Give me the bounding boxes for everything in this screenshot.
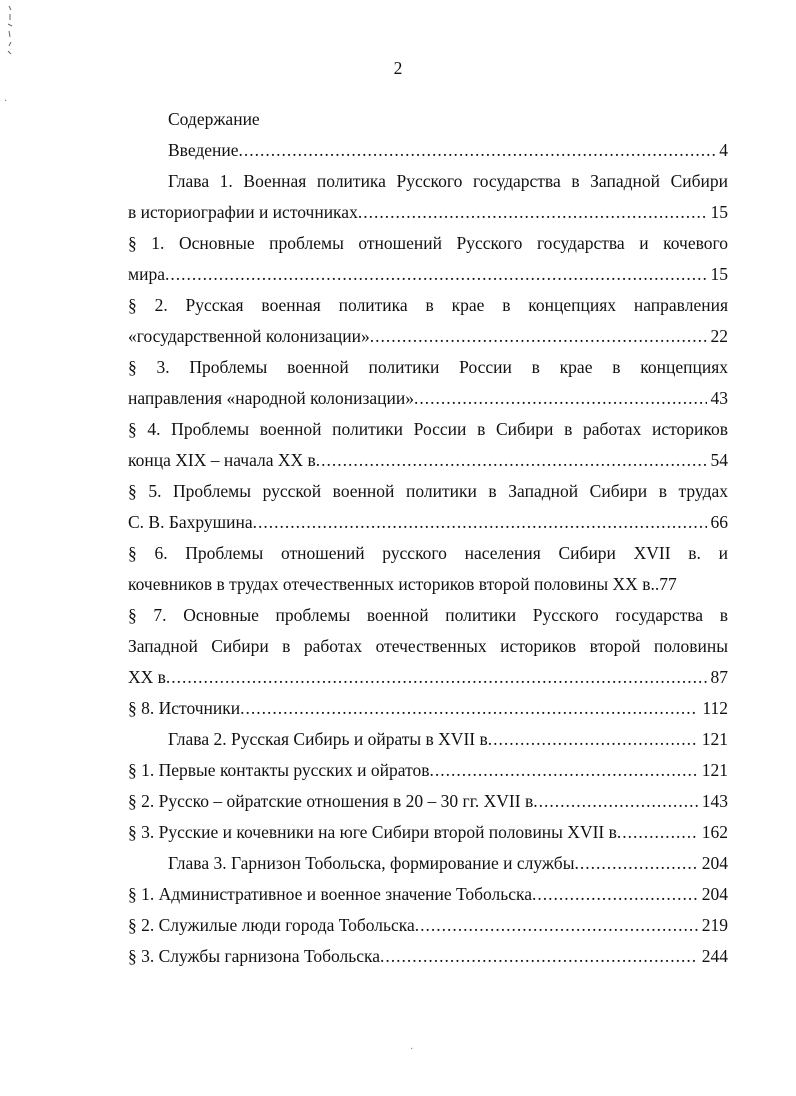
toc-entry-section-4-line-1[interactable]: § 4. Проблемы военной политики России в Сибири в работах историков	[128, 419, 728, 439]
toc-entry-section-1-line-1[interactable]: § 1. Основные проблемы отношений Русского государства и кочевого	[128, 233, 728, 253]
margin-scan-marks	[6, 4, 20, 60]
toc-entry-text: Введение	[168, 140, 239, 160]
toc-entry-section-7-line-3[interactable]	[128, 662, 728, 693]
table-of-contents	[128, 104, 728, 972]
toc-entry-section-6-line-1[interactable]: § 6. Проблемы отношений русского населения Сибири XVII в. и	[128, 543, 728, 563]
dot-leader	[165, 259, 707, 290]
dot-leader	[316, 445, 707, 476]
toc-page-number: 15	[710, 264, 728, 284]
toc-page-number: 4	[719, 140, 728, 160]
toc-entry-chapter-1-line-1[interactable]: Глава 1. Военная политика Русского государства в Западной Сибири	[168, 171, 728, 191]
toc-page-number: 219	[701, 915, 728, 935]
dot-leader	[430, 755, 698, 786]
scan-speck: ·	[4, 96, 8, 107]
toc-entry-chapter-2-section-3[interactable]	[128, 817, 728, 848]
toc-entry-chapter-3-section-1[interactable]	[128, 879, 728, 910]
toc-entry-text: § 2. Русско – ойратские отношения в 20 – 30 гг. XVII в	[128, 791, 534, 811]
toc-entry-chapter-3-section-3[interactable]	[128, 941, 728, 972]
toc-page-number: 43	[710, 388, 728, 408]
dot-leader	[358, 197, 707, 228]
toc-entry-text: § 3. Службы гарнизона Тобольска	[128, 946, 380, 966]
dot-leader	[415, 910, 698, 941]
toc-entry-text: С. В. Бахрушина	[128, 512, 253, 532]
toc-entry-text: XX в	[128, 667, 166, 687]
toc-entry-text: § 3. Русские и кочевники на юге Сибири второй половины XVII в	[128, 822, 617, 842]
toc-entry-section-8[interactable]	[128, 693, 728, 724]
toc-page-number: 121	[701, 760, 728, 780]
toc-entry-chapter-2-section-1[interactable]	[128, 755, 728, 786]
toc-page-number: 66	[710, 512, 728, 532]
toc-entry-section-2-line-2[interactable]	[128, 321, 728, 352]
toc-title: Содержание	[168, 109, 260, 129]
dot-leader	[574, 848, 697, 879]
toc-entry-text: § 1. Административное и военное значение Тобольска	[128, 884, 533, 904]
toc-entry-section-1-line-2[interactable]	[128, 259, 728, 290]
toc-entry-text: § 1. Первые контакты русских и ойратов	[128, 760, 430, 780]
toc-entry-section-3-line-2[interactable]	[128, 383, 728, 414]
toc-entry-section-4-line-2[interactable]	[128, 445, 728, 476]
dot-leader	[253, 507, 707, 538]
dot-leader	[617, 817, 698, 848]
toc-entry-section-6-line-2[interactable]: кочевников в трудах отечественных историков второй половины XX в..77	[128, 574, 677, 594]
toc-page-number: 244	[701, 946, 728, 966]
toc-entry-chapter-1-line-2[interactable]	[128, 197, 728, 228]
toc-page-number: 143	[701, 791, 728, 811]
toc-page-number: 54	[710, 450, 728, 470]
toc-entry-section-5-line-2[interactable]	[128, 507, 728, 538]
toc-page-number: 121	[701, 729, 728, 749]
toc-entry-section-2-line-1[interactable]: § 2. Русская военная политика в крае в концепциях направления	[128, 295, 728, 315]
toc-entry-text: Глава 2. Русская Сибирь и ойраты в XVII в	[168, 729, 488, 749]
toc-entry-text: § 2. Служилые люди города Тобольска	[128, 915, 415, 935]
toc-entry-text: Глава 3. Гарнизон Тобольска, формирование и службы	[168, 853, 575, 873]
toc-page-number: 204	[701, 853, 728, 873]
toc-entry-text: § 8. Источники	[128, 698, 241, 718]
toc-entry-section-5-line-1[interactable]: § 5. Проблемы русской военной политики в Западной Сибири в трудах	[128, 481, 728, 501]
toc-entry-chapter-3-section-2[interactable]	[128, 910, 728, 941]
dot-leader	[166, 662, 707, 693]
toc-page-number: 112	[702, 698, 728, 718]
toc-entry-text: конца XIX – начала XX в	[128, 450, 316, 470]
toc-page-number: 162	[701, 822, 728, 842]
page-number: 2	[393, 58, 403, 78]
toc-entry-chapter-3[interactable]	[128, 848, 728, 879]
dot-leader	[488, 724, 698, 755]
toc-entry-section-7-line-1[interactable]: § 7. Основные проблемы военной политики Русского государства в	[128, 605, 728, 625]
dot-leader	[239, 135, 716, 166]
toc-entry-text: в историографии и источниках	[128, 202, 358, 222]
dot-leader	[533, 786, 698, 817]
toc-page-number: 204	[701, 884, 728, 904]
toc-entry-chapter-2[interactable]	[128, 724, 728, 755]
dot-leader	[532, 879, 698, 910]
toc-entry-intro[interactable]	[128, 135, 728, 166]
toc-entry-chapter-2-section-2[interactable]	[128, 786, 728, 817]
dot-leader	[240, 693, 698, 724]
toc-entry-section-7-line-2[interactable]: Западной Сибири в работах отечественных историков второй половины	[128, 636, 728, 656]
dot-leader	[370, 321, 707, 352]
toc-page-number: 22	[710, 326, 728, 346]
toc-entry-text: направления «народной колонизации»	[128, 388, 414, 408]
dot-leader	[380, 941, 698, 972]
toc-entry-section-3-line-1[interactable]: § 3. Проблемы военной политики России в крае в концепциях	[128, 357, 728, 377]
toc-page-number: 87	[710, 667, 728, 687]
toc-page-number: 15	[710, 202, 728, 222]
toc-entry-text: «государственной колонизации»	[128, 326, 370, 346]
scan-speck: ·	[410, 1044, 414, 1055]
toc-entry-text: мира	[128, 264, 165, 284]
dot-leader	[414, 383, 707, 414]
